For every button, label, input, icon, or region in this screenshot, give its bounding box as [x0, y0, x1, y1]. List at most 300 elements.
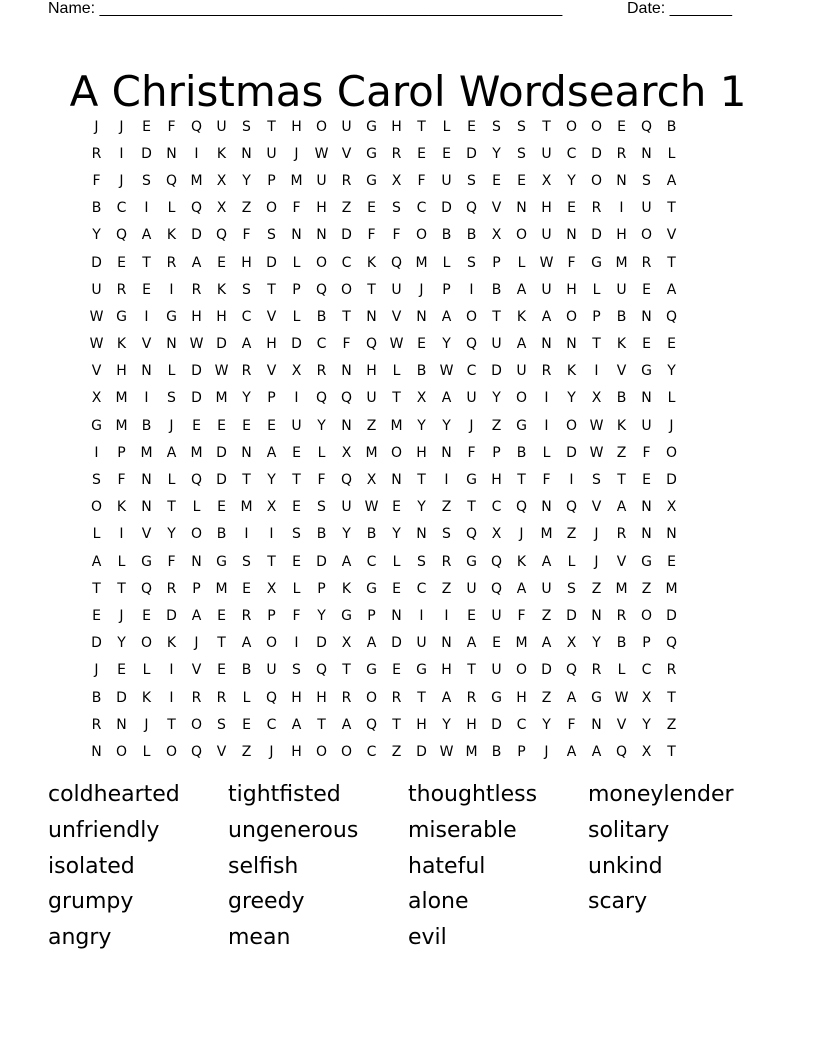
grid-letter: U: [641, 200, 652, 217]
grid-letter: X: [216, 172, 227, 189]
grid-letter: M: [415, 254, 428, 271]
grid-letter: H: [416, 444, 427, 461]
grid-letter: H: [516, 689, 527, 706]
grid-letter: M: [540, 526, 553, 543]
grid-letter: V: [191, 662, 202, 679]
grid-letter: R: [166, 254, 177, 271]
grid-letter: C: [416, 580, 427, 597]
grid-letter: U: [216, 118, 227, 135]
grid-letter: D: [116, 689, 127, 706]
grid-letter: E: [642, 472, 651, 489]
grid-letter: G: [216, 553, 227, 570]
grid-letter: N: [291, 227, 302, 244]
grid-letter: D: [216, 472, 227, 489]
grid-letter: T: [142, 254, 151, 271]
grid-letter: N: [141, 472, 152, 489]
grid-letter: S: [567, 580, 576, 597]
grid-letter: A: [441, 308, 452, 325]
grid-letter: T: [267, 553, 276, 570]
grid-letter: S: [242, 553, 251, 570]
grid-letter: M: [190, 444, 203, 461]
grid-letter: D: [291, 336, 302, 353]
grid-letter: J: [519, 526, 524, 543]
grid-letter: L: [617, 662, 626, 679]
grid-letter: O: [515, 390, 528, 407]
grid-letter: I: [194, 145, 199, 162]
grid-letter: E: [217, 607, 226, 624]
grid-letter: D: [466, 145, 477, 162]
grid-letter: K: [366, 254, 377, 271]
grid-letter: A: [191, 607, 202, 624]
grid-letter: R: [616, 526, 627, 543]
grid-letter: E: [242, 716, 251, 733]
grid-letter: E: [392, 662, 401, 679]
grid-letter: B: [466, 227, 477, 244]
grid-letter: I: [544, 417, 549, 434]
grid-letter: A: [91, 553, 102, 570]
grid-letter: I: [569, 472, 574, 489]
grid-letter: U: [541, 227, 552, 244]
grid-letter: A: [666, 281, 677, 298]
grid-letter: U: [416, 635, 427, 652]
grid-letter: M: [215, 580, 228, 597]
grid-letter: J: [594, 553, 599, 570]
grid-row: [84, 276, 744, 303]
grid-letter: E: [192, 417, 201, 434]
grid-row: [84, 113, 744, 140]
grid-letter: A: [341, 553, 352, 570]
grid-letter: T: [342, 308, 351, 325]
grid-letter: G: [91, 417, 102, 434]
grid-letter: Q: [315, 662, 328, 679]
grid-letter: N: [191, 553, 202, 570]
grid-letter: G: [591, 689, 602, 706]
grid-letter: X: [491, 227, 502, 244]
grid-letter: Z: [441, 499, 452, 516]
grid-letter: E: [292, 444, 301, 461]
grid-letter: C: [566, 145, 577, 162]
grid-letter: N: [641, 390, 652, 407]
grid-letter: O: [565, 118, 578, 135]
grid-letter: N: [566, 336, 577, 353]
grid-letter: O: [140, 635, 153, 652]
grid-letter: B: [616, 635, 627, 652]
grid-letter: V: [591, 499, 602, 516]
grid-row: [84, 358, 744, 385]
grid-letter: J: [269, 743, 274, 760]
word-list-item: greedy: [228, 889, 305, 915]
grid-row: [84, 140, 744, 167]
grid-letter: I: [144, 308, 149, 325]
grid-letter: Z: [341, 200, 352, 217]
word-list-item: isolated: [48, 853, 135, 879]
grid-letter: R: [241, 607, 252, 624]
grid-letter: B: [416, 363, 427, 380]
grid-letter: U: [516, 363, 527, 380]
grid-letter: R: [191, 689, 202, 706]
grid-letter: U: [441, 172, 452, 189]
grid-letter: B: [441, 227, 452, 244]
grid-letter: L: [117, 553, 126, 570]
grid-letter: A: [166, 444, 177, 461]
grid-letter: T: [167, 499, 176, 516]
grid-letter: Y: [167, 526, 176, 543]
grid-letter: R: [116, 281, 127, 298]
grid-letter: Z: [366, 417, 377, 434]
grid-letter: M: [465, 743, 478, 760]
grid-letter: O: [640, 607, 653, 624]
grid-letter: P: [267, 607, 276, 624]
grid-letter: W: [439, 743, 454, 760]
grid-letter: W: [389, 336, 404, 353]
grid-letter: J: [94, 662, 99, 679]
word-list-item: scary: [588, 889, 648, 915]
grid-letter: E: [267, 417, 276, 434]
grid-letter: N: [341, 417, 352, 434]
grid-letter: Q: [365, 716, 378, 733]
grid-letter: E: [217, 499, 226, 516]
grid-letter: Y: [92, 227, 101, 244]
grid-letter: T: [417, 118, 426, 135]
grid-letter: V: [616, 716, 627, 733]
grid-letter: T: [367, 281, 376, 298]
grid-letter: D: [141, 145, 152, 162]
grid-letter: N: [641, 499, 652, 516]
grid-letter: W: [589, 444, 604, 461]
grid-letter: D: [591, 145, 602, 162]
grid-letter: R: [91, 716, 102, 733]
grid-letter: W: [364, 499, 379, 516]
grid-letter: I: [169, 689, 174, 706]
grid-letter: U: [491, 607, 502, 624]
grid-letter: L: [292, 308, 301, 325]
grid-letter: Z: [441, 580, 452, 597]
grid-letter: T: [417, 689, 426, 706]
grid-letter: L: [292, 580, 301, 597]
grid-letter: C: [316, 336, 327, 353]
grid-letter: Z: [591, 580, 602, 597]
grid-letter: L: [142, 662, 151, 679]
grid-letter: B: [491, 743, 502, 760]
grid-letter: J: [119, 607, 124, 624]
grid-letter: A: [541, 553, 552, 570]
grid-row: [84, 657, 744, 684]
grid-letter: E: [492, 635, 501, 652]
word-list-item: thoughtless: [408, 782, 538, 807]
grid-letter: H: [316, 200, 327, 217]
grid-letter: F: [92, 172, 101, 189]
grid-letter: E: [392, 580, 401, 597]
grid-letter: N: [366, 308, 377, 325]
grid-letter: I: [544, 390, 549, 407]
grid-letter: G: [141, 553, 152, 570]
grid-letter: O: [565, 308, 578, 325]
grid-letter: R: [316, 363, 327, 380]
grid-letter: D: [566, 607, 577, 624]
grid-letter: A: [541, 308, 552, 325]
grid-letter: A: [291, 716, 302, 733]
grid-letter: I: [594, 363, 599, 380]
grid-letter: N: [641, 308, 652, 325]
grid-letter: K: [516, 553, 527, 570]
grid-letter: Z: [641, 580, 652, 597]
grid-letter: L: [442, 118, 451, 135]
grid-letter: X: [566, 635, 577, 652]
grid-letter: W: [89, 336, 104, 353]
grid-letter: T: [517, 472, 526, 489]
grid-row: [84, 711, 744, 738]
word-list-item: solitary: [588, 817, 670, 843]
grid-letter: S: [292, 662, 301, 679]
grid-letter: R: [391, 689, 402, 706]
grid-letter: F: [367, 227, 376, 244]
grid-letter: K: [516, 308, 527, 325]
grid-letter: D: [441, 200, 452, 217]
grid-letter: X: [291, 363, 302, 380]
grid-letter: S: [142, 172, 151, 189]
grid-letter: W: [214, 363, 229, 380]
grid-letter: K: [141, 689, 152, 706]
grid-letter: F: [342, 336, 351, 353]
grid-letter: Q: [565, 499, 578, 516]
grid-letter: B: [91, 200, 102, 217]
grid-letter: I: [419, 607, 424, 624]
grid-letter: J: [119, 172, 124, 189]
grid-letter: R: [616, 145, 627, 162]
grid-letter: E: [292, 499, 301, 516]
grid-letter: D: [416, 743, 427, 760]
grid-letter: J: [544, 743, 549, 760]
grid-letter: H: [441, 662, 452, 679]
grid-letter: H: [291, 743, 302, 760]
grid-row: [84, 738, 744, 765]
grid-letter: P: [592, 308, 601, 325]
grid-letter: Q: [465, 526, 478, 543]
grid-letter: Y: [667, 363, 676, 380]
grid-letter: H: [366, 363, 377, 380]
grid-letter: O: [115, 743, 128, 760]
grid-letter: P: [642, 635, 651, 652]
grid-letter: H: [466, 716, 477, 733]
grid-letter: Z: [241, 743, 252, 760]
grid-letter: X: [266, 580, 277, 597]
grid-letter: P: [317, 580, 326, 597]
grid-letter: Y: [317, 607, 326, 624]
grid-letter: K: [616, 336, 627, 353]
grid-letter: G: [491, 689, 502, 706]
grid-letter: G: [466, 472, 477, 489]
grid-letter: S: [592, 472, 601, 489]
grid-letter: S: [317, 499, 326, 516]
grid-letter: V: [141, 336, 152, 353]
grid-letter: M: [615, 254, 628, 271]
grid-letter: G: [366, 118, 377, 135]
grid-letter: B: [316, 526, 327, 543]
grid-letter: H: [216, 308, 227, 325]
grid-letter: I: [469, 281, 474, 298]
grid-letter: K: [341, 580, 352, 597]
grid-letter: L: [292, 254, 301, 271]
grid-letter: T: [317, 716, 326, 733]
grid-letter: C: [241, 308, 252, 325]
grid-letter: N: [166, 336, 177, 353]
grid-letter: T: [392, 716, 401, 733]
grid-letter: K: [116, 336, 127, 353]
grid-letter: O: [465, 308, 478, 325]
grid-letter: H: [616, 227, 627, 244]
grid-letter: Q: [490, 553, 503, 570]
grid-letter: X: [91, 390, 102, 407]
grid-letter: H: [116, 363, 127, 380]
word-list-item: angry: [48, 925, 112, 950]
grid-letter: F: [292, 607, 301, 624]
grid-letter: Y: [442, 716, 451, 733]
grid-letter: X: [591, 390, 602, 407]
grid-letter: F: [392, 227, 401, 244]
grid-letter: Q: [315, 281, 328, 298]
grid-letter: T: [242, 472, 251, 489]
grid-letter: G: [366, 145, 377, 162]
grid-letter: C: [491, 499, 502, 516]
grid-letter: T: [667, 254, 676, 271]
grid-letter: H: [241, 254, 252, 271]
grid-letter: X: [341, 635, 352, 652]
grid-letter: R: [541, 363, 552, 380]
grid-letter: T: [392, 390, 401, 407]
grid-letter: D: [566, 444, 577, 461]
grid-letter: X: [491, 526, 502, 543]
grid-letter: K: [116, 499, 127, 516]
grid-letter: F: [567, 254, 576, 271]
grid-letter: S: [392, 200, 401, 217]
word-list: [48, 779, 788, 958]
grid-letter: P: [267, 172, 276, 189]
grid-letter: C: [366, 553, 377, 570]
grid-letter: S: [217, 716, 226, 733]
grid-letter: M: [240, 499, 253, 516]
grid-letter: R: [91, 145, 102, 162]
grid-letter: D: [316, 553, 327, 570]
grid-letter: E: [667, 553, 676, 570]
grid-letter: S: [442, 526, 451, 543]
grid-letter: N: [141, 363, 152, 380]
grid-letter: Q: [640, 118, 653, 135]
grid-letter: T: [467, 499, 476, 516]
grid-letter: L: [142, 743, 151, 760]
grid-letter: O: [340, 743, 353, 760]
grid-letter: B: [91, 689, 102, 706]
grid-letter: T: [667, 743, 676, 760]
grid-letter: A: [141, 227, 152, 244]
grid-letter: Z: [666, 716, 677, 733]
grid-letter: I: [144, 390, 149, 407]
grid-letter: Y: [567, 172, 576, 189]
grid-letter: E: [492, 172, 501, 189]
grid-letter: D: [91, 635, 102, 652]
date-field-label: Date: _______: [627, 0, 732, 17]
grid-letter: U: [266, 662, 277, 679]
grid-letter: V: [491, 200, 502, 217]
grid-letter: Q: [665, 308, 678, 325]
grid-letter: G: [366, 662, 377, 679]
grid-letter: I: [169, 662, 174, 679]
grid-letter: X: [216, 200, 227, 217]
grid-letter: D: [666, 472, 677, 489]
grid-letter: T: [617, 472, 626, 489]
grid-letter: E: [667, 336, 676, 353]
grid-letter: E: [217, 662, 226, 679]
grid-letter: U: [341, 499, 352, 516]
grid-letter: A: [541, 635, 552, 652]
grid-letter: E: [142, 607, 151, 624]
grid-letter: E: [392, 499, 401, 516]
grid-letter: Q: [265, 689, 278, 706]
grid-row: [84, 684, 744, 711]
grid-letter: B: [316, 308, 327, 325]
grid-letter: Q: [365, 336, 378, 353]
grid-letter: N: [391, 472, 402, 489]
grid-letter: M: [115, 417, 128, 434]
grid-letter: E: [242, 417, 251, 434]
grid-letter: C: [116, 200, 127, 217]
grid-letter: H: [566, 281, 577, 298]
grid-letter: L: [317, 444, 326, 461]
grid-letter: M: [365, 444, 378, 461]
grid-letter: Y: [567, 390, 576, 407]
grid-letter: F: [517, 607, 526, 624]
grid-letter: H: [266, 336, 277, 353]
grid-letter: L: [242, 689, 251, 706]
grid-letter: N: [441, 444, 452, 461]
grid-letter: V: [216, 743, 227, 760]
grid-row: [84, 331, 744, 358]
grid-letter: U: [391, 281, 402, 298]
word-list-item: hateful: [408, 853, 486, 879]
grid-letter: G: [516, 417, 527, 434]
grid-letter: F: [467, 444, 476, 461]
grid-letter: A: [441, 390, 452, 407]
grid-letter: U: [266, 145, 277, 162]
grid-letter: R: [441, 553, 452, 570]
grid-letter: P: [442, 281, 451, 298]
grid-letter: K: [216, 145, 227, 162]
grid-letter: O: [315, 118, 328, 135]
grid-letter: Y: [442, 336, 451, 353]
grid-letter: I: [294, 390, 299, 407]
grid-letter: Q: [665, 635, 678, 652]
grid-letter: X: [341, 444, 352, 461]
grid-letter: R: [591, 662, 602, 679]
grid-letter: P: [292, 281, 301, 298]
grid-letter: H: [191, 308, 202, 325]
grid-letter: Z: [566, 526, 577, 543]
grid-letter: Y: [392, 526, 401, 543]
grid-letter: I: [444, 607, 449, 624]
grid-letter: L: [92, 526, 101, 543]
grid-letter: N: [616, 172, 627, 189]
grid-letter: R: [341, 172, 352, 189]
grid-letter: G: [366, 580, 377, 597]
grid-letter: D: [341, 227, 352, 244]
grid-letter: D: [191, 363, 202, 380]
grid-letter: W: [589, 417, 604, 434]
grid-letter: N: [241, 145, 252, 162]
grid-letter: F: [417, 172, 426, 189]
word-list-item: tightfisted: [228, 782, 341, 807]
grid-letter: R: [341, 689, 352, 706]
grid-letter: T: [542, 118, 551, 135]
grid-letter: T: [342, 662, 351, 679]
